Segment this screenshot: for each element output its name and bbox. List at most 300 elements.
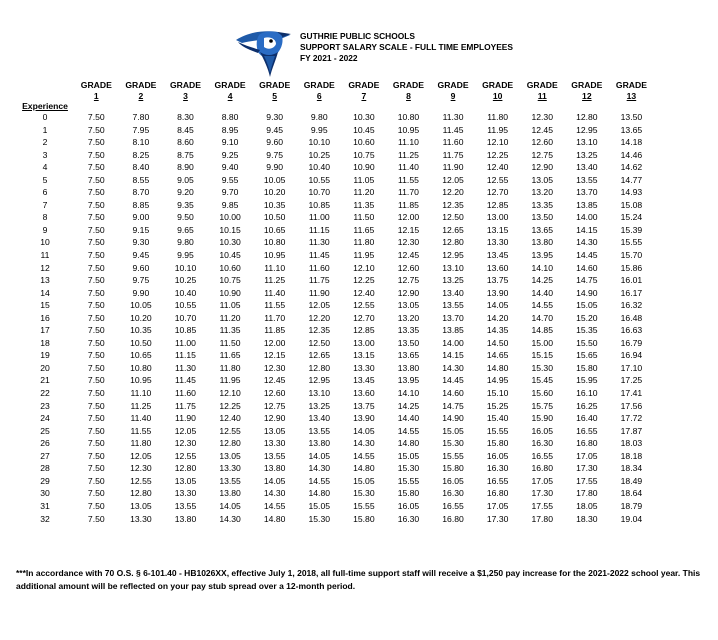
hourly-rate-cell: 13.55 xyxy=(174,500,197,511)
hourly-rate-cell: 13.20 xyxy=(397,312,420,323)
hourly-rate-cell: 15.20 xyxy=(576,312,598,323)
grade-header-1 xyxy=(74,80,119,101)
hourly-rate-cell: 9.95 xyxy=(177,250,194,261)
hourly-rate-cell: 9.80 xyxy=(177,237,194,248)
hourly-rate-cell: 7.50 xyxy=(87,237,105,248)
hourly-rate-cell: 16.63 xyxy=(620,325,643,336)
experience-value: 15 xyxy=(40,300,50,311)
hourly-rate-cell: 12.05 xyxy=(174,425,197,436)
hourly-rate-cell: 11.80 xyxy=(130,438,152,449)
hourly-rate-cell: 11.30 xyxy=(175,362,196,373)
hourly-rate-cell: 18.18 xyxy=(620,450,643,461)
hourly-rate-cell: 11.20 xyxy=(219,312,241,323)
hourly-rate-cell: 9.20 xyxy=(177,187,194,198)
grade-word: GRADE xyxy=(80,80,112,90)
hourly-rate-cell: 15.86 xyxy=(620,262,643,273)
experience-value: 14 xyxy=(40,287,50,298)
hourly-rate-cell: 17.30 xyxy=(576,463,598,474)
hourly-rate-cell: 15.75 xyxy=(531,400,553,411)
hourly-rate-cell: 15.55 xyxy=(620,237,643,248)
header-titles xyxy=(300,31,513,65)
hourly-rate-cell: 9.75 xyxy=(132,275,150,286)
hourly-rate-cell: 13.05 xyxy=(531,174,553,185)
hourly-rate-cell: 14.18 xyxy=(620,137,643,148)
hourly-rate-cell: 13.95 xyxy=(397,375,420,386)
experience-value: 7 xyxy=(42,199,48,210)
hourly-rate-cell: 9.55 xyxy=(221,174,239,185)
hourly-rate-cell: 16.30 xyxy=(531,438,553,449)
hourly-rate-cell: 9.65 xyxy=(177,224,194,235)
hourly-rate-cell: 9.95 xyxy=(310,124,328,135)
hourly-rate-cell: 15.45 xyxy=(531,375,553,386)
grade-number: 9 xyxy=(450,90,456,101)
scale-title: SUPPORT SALARY SCALE - FULL TIME EMPLOYEES xyxy=(300,42,513,53)
hourly-rate-cell: 10.60 xyxy=(219,262,241,273)
hourly-rate-cell: 11.95 xyxy=(487,124,509,135)
hourly-rate-cell: 10.35 xyxy=(263,199,286,210)
hourly-rate-cell: 10.85 xyxy=(308,199,331,210)
hourly-rate-cell: 9.80 xyxy=(310,112,328,122)
hourly-rate-cell: 9.85 xyxy=(221,199,239,210)
hourly-rate-cell: 17.55 xyxy=(531,500,553,511)
hourly-rate-cell: 13.05 xyxy=(219,450,241,461)
table-row xyxy=(16,124,654,137)
hourly-rate-cell: 16.80 xyxy=(486,488,509,499)
hourly-rate-cell: 9.10 xyxy=(221,137,239,148)
hourly-rate-cell: 14.55 xyxy=(531,300,553,311)
hourly-rate-cell: 12.25 xyxy=(486,149,509,160)
hourly-rate-cell: 13.80 xyxy=(531,237,553,248)
hourly-rate-cell: 9.45 xyxy=(266,124,284,135)
experience-value: 13 xyxy=(40,275,50,286)
hourly-rate-cell: 14.46 xyxy=(620,149,643,160)
table-row xyxy=(16,299,654,312)
hourly-rate-cell: 15.70 xyxy=(620,250,643,261)
hourly-rate-cell: 9.90 xyxy=(132,287,150,298)
table-row xyxy=(16,475,654,488)
hourly-rate-cell: 11.10 xyxy=(398,137,419,148)
hourly-rate-cell: 10.30 xyxy=(219,237,241,248)
hourly-rate-cell: 13.50 xyxy=(397,337,420,348)
hourly-rate-cell: 11.15 xyxy=(175,350,196,361)
hourly-rate-cell: 18.49 xyxy=(620,475,643,486)
hourly-rate-cell: 11.25 xyxy=(398,149,419,160)
hourly-rate-cell: 7.50 xyxy=(87,300,105,311)
salary-scale-body xyxy=(16,111,654,525)
hourly-rate-cell: 10.40 xyxy=(174,287,197,298)
hourly-rate-cell: 16.40 xyxy=(576,413,598,424)
hourly-rate-cell: 7.50 xyxy=(87,250,105,261)
hourly-rate-cell: 12.95 xyxy=(308,375,331,386)
hourly-rate-cell: 14.05 xyxy=(263,475,286,486)
grade-header-12 xyxy=(565,80,610,101)
hourly-rate-cell: 12.95 xyxy=(442,250,464,261)
hourly-rate-cell: 14.80 xyxy=(263,513,286,524)
hourly-rate-cell: 7.50 xyxy=(87,162,105,173)
hourly-rate-cell: 9.70 xyxy=(221,187,239,198)
hourly-rate-cell: 11.45 xyxy=(175,375,196,386)
hourly-rate-cell: 11.75 xyxy=(442,149,464,160)
hourly-rate-cell: 14.85 xyxy=(531,325,553,336)
hourly-rate-cell: 17.87 xyxy=(620,425,643,436)
hourly-rate-cell: 7.50 xyxy=(87,362,105,373)
hourly-rate-cell: 12.05 xyxy=(130,450,152,461)
hourly-rate-cell: 14.90 xyxy=(442,413,464,424)
hourly-rate-cell: 12.75 xyxy=(263,400,286,411)
hourly-rate-cell: 12.50 xyxy=(442,212,464,223)
table-row xyxy=(16,312,654,325)
hourly-rate-cell: 7.50 xyxy=(87,262,105,273)
experience-value: 30 xyxy=(40,488,50,499)
hourly-rate-cell: 14.60 xyxy=(442,388,464,399)
hourly-rate-cell: 13.10 xyxy=(308,388,331,399)
grade-header-row xyxy=(16,80,654,101)
hourly-rate-cell: 12.80 xyxy=(442,237,464,248)
hourly-rate-cell: 15.05 xyxy=(576,300,598,311)
table-row xyxy=(16,236,654,249)
hourly-rate-cell: 12.55 xyxy=(353,300,375,311)
hourly-rate-cell: 11.45 xyxy=(308,250,330,261)
hourly-rate-cell: 14.30 xyxy=(353,438,375,449)
hourly-rate-cell: 10.95 xyxy=(130,375,152,386)
hourly-rate-cell: 14.35 xyxy=(486,325,509,336)
hourly-rate-cell: 12.30 xyxy=(130,463,152,474)
hourly-rate-cell: 12.75 xyxy=(531,149,553,160)
hourly-rate-cell: 11.40 xyxy=(264,287,286,298)
hourly-rate-cell: 11.70 xyxy=(264,312,286,323)
hourly-rate-cell: 10.65 xyxy=(130,350,152,361)
hourly-rate-cell: 13.55 xyxy=(442,300,464,311)
hourly-rate-cell: 11.45 xyxy=(442,124,464,135)
grade-word: GRADE xyxy=(259,80,291,90)
hourly-rate-cell: 15.40 xyxy=(486,413,509,424)
hourly-rate-cell: 10.75 xyxy=(353,149,375,160)
hourly-rate-cell: 12.40 xyxy=(353,287,375,298)
hourly-rate-cell: 9.25 xyxy=(221,149,239,160)
hourly-rate-cell: 7.50 xyxy=(87,513,105,524)
hourly-rate-cell: 14.20 xyxy=(486,312,509,323)
table-row xyxy=(16,412,654,425)
hourly-rate-cell: 11.25 xyxy=(264,275,286,286)
hourly-rate-cell: 10.25 xyxy=(308,149,331,160)
grade-number: 8 xyxy=(406,90,411,101)
hourly-rate-cell: 16.25 xyxy=(576,400,598,411)
hourly-rate-cell: 15.05 xyxy=(442,425,464,436)
hourly-rate-cell: 16.55 xyxy=(531,450,553,461)
hourly-rate-cell: 12.70 xyxy=(486,187,509,198)
experience-value: 26 xyxy=(40,438,50,449)
hourly-rate-cell: 16.55 xyxy=(576,425,598,436)
hourly-rate-cell: 12.25 xyxy=(353,275,375,286)
table-row xyxy=(16,211,654,224)
experience-value: 16 xyxy=(40,312,50,323)
grade-header-3 xyxy=(163,80,208,101)
hourly-rate-cell: 10.15 xyxy=(219,224,241,235)
hourly-rate-cell: 11.90 xyxy=(442,162,464,173)
hourly-rate-cell: 13.30 xyxy=(263,438,286,449)
hourly-rate-cell: 13.80 xyxy=(174,513,197,524)
experience-value: 21 xyxy=(40,375,50,386)
grade-number: 4 xyxy=(227,90,233,101)
hourly-rate-cell: 7.50 xyxy=(87,212,105,223)
experience-value: 31 xyxy=(40,500,50,511)
hourly-rate-cell: 13.50 xyxy=(531,212,553,223)
hourly-rate-cell: 12.60 xyxy=(531,137,553,148)
hourly-rate-cell: 13.70 xyxy=(442,312,464,323)
hourly-rate-cell: 13.20 xyxy=(531,187,553,198)
hourly-rate-cell: 12.30 xyxy=(174,438,197,449)
experience-value: 0 xyxy=(42,112,48,122)
hourly-rate-cell: 9.05 xyxy=(177,174,194,185)
hourly-rate-cell: 17.80 xyxy=(576,488,598,499)
experience-header: Experience xyxy=(22,101,68,111)
hourly-rate-cell: 15.39 xyxy=(620,224,643,235)
hourly-rate-cell: 13.30 xyxy=(130,513,152,524)
hourly-rate-cell: 13.65 xyxy=(397,350,420,361)
hourly-rate-cell: 12.30 xyxy=(531,112,553,122)
hourly-rate-cell: 7.50 xyxy=(87,112,105,122)
hourly-rate-cell: 10.85 xyxy=(174,325,197,336)
hourly-rate-cell: 11.35 xyxy=(353,199,375,210)
hourly-rate-cell: 11.10 xyxy=(264,262,286,273)
table-row xyxy=(16,249,654,262)
experience-value: 2 xyxy=(42,137,48,148)
table-row xyxy=(16,500,654,513)
hourly-rate-cell: 14.30 xyxy=(308,463,331,474)
hourly-rate-cell: 17.25 xyxy=(620,375,643,386)
grade-header-9 xyxy=(431,80,476,101)
hourly-rate-cell: 12.55 xyxy=(219,425,241,436)
hourly-rate-cell: 18.03 xyxy=(620,438,643,449)
hourly-rate-cell: 12.95 xyxy=(576,124,598,135)
experience-value: 32 xyxy=(40,513,50,524)
grade-number: 6 xyxy=(316,90,322,101)
hourly-rate-cell: 15.55 xyxy=(397,475,420,486)
hourly-rate-cell: 12.45 xyxy=(263,375,286,386)
hourly-rate-cell: 9.45 xyxy=(132,250,150,261)
table-row xyxy=(16,362,654,375)
grade-number: 12 xyxy=(582,90,592,101)
hourly-rate-cell: 7.50 xyxy=(87,350,105,361)
grade-header-13 xyxy=(609,80,654,101)
hourly-rate-cell: 12.35 xyxy=(442,199,464,210)
hourly-rate-cell: 13.90 xyxy=(353,413,375,424)
hourly-rate-cell: 13.80 xyxy=(397,362,420,373)
experience-value: 25 xyxy=(40,425,50,436)
grade-word: GRADE xyxy=(526,80,558,90)
hourly-rate-cell: 16.30 xyxy=(397,513,420,524)
hourly-rate-cell: 17.41 xyxy=(620,388,643,399)
hourly-rate-cell: 10.40 xyxy=(308,162,331,173)
hourly-rate-cell: 10.80 xyxy=(130,362,152,373)
experience-value: 3 xyxy=(42,149,48,160)
hourly-rate-cell: 11.80 xyxy=(353,237,375,248)
hourly-rate-cell: 13.40 xyxy=(576,162,598,173)
hourly-rate-cell: 13.10 xyxy=(442,262,464,273)
hourly-rate-cell: 15.05 xyxy=(397,450,420,461)
hourly-rate-cell: 13.10 xyxy=(576,137,598,148)
hourly-rate-cell: 15.00 xyxy=(531,337,553,348)
hourly-rate-cell: 8.80 xyxy=(221,112,239,122)
hourly-rate-cell: 16.55 xyxy=(442,500,464,511)
hourly-rate-cell: 12.80 xyxy=(219,438,241,449)
grade-number: 10 xyxy=(492,90,503,101)
hourly-rate-cell: 15.90 xyxy=(531,413,553,424)
hourly-rate-cell: 11.55 xyxy=(398,174,419,185)
experience-value: 22 xyxy=(40,388,50,399)
hourly-rate-cell: 11.50 xyxy=(219,337,241,348)
hourly-rate-cell: 10.05 xyxy=(130,300,152,311)
hourly-rate-cell: 9.50 xyxy=(177,212,194,223)
hourly-rate-cell: 13.45 xyxy=(486,250,509,261)
hourly-rate-cell: 12.45 xyxy=(397,250,420,261)
hourly-rate-cell: 10.80 xyxy=(397,112,420,122)
hourly-rate-cell: 10.45 xyxy=(219,250,241,261)
experience-value: 6 xyxy=(42,187,48,198)
hourly-rate-cell: 7.50 xyxy=(87,325,105,336)
hourly-rate-cell: 8.10 xyxy=(132,137,150,148)
hourly-rate-cell: 16.80 xyxy=(531,463,553,474)
hourly-rate-cell: 15.80 xyxy=(576,362,598,373)
hourly-rate-cell: 11.75 xyxy=(308,275,330,286)
hourly-rate-cell: 11.55 xyxy=(264,300,286,311)
grade-header-4 xyxy=(208,80,253,101)
hourly-rate-cell: 14.62 xyxy=(620,162,643,173)
hourly-rate-cell: 14.90 xyxy=(576,287,598,298)
hourly-rate-cell: 13.80 xyxy=(263,463,286,474)
table-row xyxy=(16,450,654,463)
hourly-rate-cell: 7.50 xyxy=(87,199,105,210)
hourly-rate-cell: 13.55 xyxy=(308,425,331,436)
hourly-rate-cell: 11.65 xyxy=(353,224,375,235)
experience-value: 5 xyxy=(42,174,48,185)
hourly-rate-cell: 13.30 xyxy=(219,463,241,474)
hourly-rate-cell: 12.00 xyxy=(263,337,286,348)
hourly-rate-cell: 14.80 xyxy=(353,463,375,474)
hourly-rate-cell: 7.50 xyxy=(87,224,105,235)
hourly-rate-cell: 10.80 xyxy=(263,237,286,248)
hourly-rate-cell: 12.65 xyxy=(308,350,331,361)
hourly-rate-cell: 14.93 xyxy=(620,187,643,198)
hourly-rate-cell: 15.50 xyxy=(576,337,598,348)
hourly-rate-cell: 7.50 xyxy=(87,337,105,348)
experience-value: 28 xyxy=(40,463,50,474)
hourly-rate-cell: 14.95 xyxy=(486,375,509,386)
hourly-rate-cell: 11.10 xyxy=(130,388,152,399)
grade-word: GRADE xyxy=(437,80,469,90)
hourly-rate-cell: 13.30 xyxy=(353,362,375,373)
table-row xyxy=(16,400,654,413)
hourly-rate-cell: 16.79 xyxy=(620,337,643,348)
hourly-rate-cell: 13.45 xyxy=(353,375,375,386)
hourly-rate-cell: 10.50 xyxy=(263,212,286,223)
hourly-rate-cell: 13.55 xyxy=(576,174,598,185)
experience-value: 19 xyxy=(40,350,50,361)
experience-value: 4 xyxy=(42,162,48,173)
hourly-rate-cell: 16.94 xyxy=(620,350,643,361)
hourly-rate-cell: 11.25 xyxy=(130,400,152,411)
hourly-rate-cell: 14.50 xyxy=(486,337,509,348)
hourly-rate-cell: 13.65 xyxy=(620,124,643,135)
table-row xyxy=(16,513,654,526)
hourly-rate-cell: 7.80 xyxy=(132,112,150,122)
hourly-rate-cell: 14.75 xyxy=(442,400,464,411)
hourly-rate-cell: 11.35 xyxy=(219,325,241,336)
table-row xyxy=(16,487,654,500)
bluejay-mascot-icon xyxy=(234,22,292,78)
grade-number: 3 xyxy=(183,90,188,101)
grade-word: GRADE xyxy=(169,80,201,90)
hourly-rate-cell: 12.80 xyxy=(576,112,598,122)
hourly-rate-cell: 7.50 xyxy=(87,137,105,148)
hourly-rate-cell: 12.40 xyxy=(486,162,509,173)
experience-value: 23 xyxy=(40,400,50,411)
hourly-rate-cell: 12.30 xyxy=(397,237,420,248)
grade-number: 7 xyxy=(361,90,367,101)
table-row xyxy=(16,149,654,162)
hourly-rate-cell: 7.50 xyxy=(87,500,105,511)
hourly-rate-cell: 15.08 xyxy=(620,199,643,210)
hourly-rate-cell: 14.05 xyxy=(486,300,509,311)
hourly-rate-cell: 13.65 xyxy=(531,224,553,235)
hourly-rate-cell: 10.90 xyxy=(353,162,375,173)
hourly-rate-cell: 7.50 xyxy=(87,287,105,298)
hourly-rate-cell: 7.50 xyxy=(87,450,105,461)
hourly-rate-cell: 13.40 xyxy=(442,287,464,298)
hourly-rate-cell: 7.50 xyxy=(87,124,105,135)
hourly-rate-cell: 14.80 xyxy=(486,362,509,373)
grade-word: GRADE xyxy=(303,80,335,90)
hourly-rate-cell: 12.15 xyxy=(263,350,286,361)
hourly-rate-cell: 16.01 xyxy=(620,275,643,286)
hourly-rate-cell: 13.00 xyxy=(353,337,375,348)
hourly-rate-cell: 10.55 xyxy=(174,300,197,311)
hourly-rate-cell: 8.25 xyxy=(132,149,150,160)
hourly-rate-cell: 14.00 xyxy=(442,337,464,348)
hourly-rate-cell: 10.20 xyxy=(130,312,152,323)
hourly-rate-cell: 9.30 xyxy=(132,237,150,248)
hourly-rate-cell: 15.25 xyxy=(486,400,509,411)
hourly-rate-cell: 14.45 xyxy=(442,375,464,386)
hourly-rate-cell: 11.60 xyxy=(442,137,464,148)
footnote: ***In accordance with 70 O.S. § 6-101.40 - HB1026XX, effective July 1, 2018, all full-time support staff will receive a $1,250 pay increase for the 2021-2022 school year. This additional amount will be reflected on your pay stub spread over a 12-month period. xyxy=(16,568,701,591)
hourly-rate-cell: 12.55 xyxy=(174,450,197,461)
hourly-rate-cell: 16.10 xyxy=(576,388,598,399)
hourly-rate-cell: 13.05 xyxy=(174,475,197,486)
hourly-rate-cell: 16.80 xyxy=(442,513,464,524)
hourly-rate-cell: 11.00 xyxy=(308,212,330,223)
hourly-rate-cell: 11.55 xyxy=(130,425,152,436)
table-row xyxy=(16,174,654,187)
hourly-rate-cell: 7.50 xyxy=(87,275,105,286)
hourly-rate-cell: 15.80 xyxy=(353,513,375,524)
hourly-rate-cell: 10.10 xyxy=(308,137,331,148)
grade-number: 5 xyxy=(272,90,278,101)
hourly-rate-cell: 15.10 xyxy=(486,388,509,399)
hourly-rate-cell: 13.25 xyxy=(308,400,331,411)
hourly-rate-cell: 8.30 xyxy=(177,112,194,122)
hourly-rate-cell: 13.00 xyxy=(486,212,509,223)
table-row xyxy=(16,324,654,337)
hourly-rate-cell: 11.40 xyxy=(130,413,152,424)
hourly-rate-cell: 11.60 xyxy=(308,262,330,273)
hourly-rate-cell: 11.15 xyxy=(308,224,330,235)
hourly-rate-cell: 16.32 xyxy=(620,300,643,311)
hourly-rate-cell: 16.05 xyxy=(442,475,464,486)
experience-value: 12 xyxy=(40,262,50,273)
hourly-rate-cell: 15.80 xyxy=(442,463,464,474)
hourly-rate-cell: 16.30 xyxy=(486,463,509,474)
